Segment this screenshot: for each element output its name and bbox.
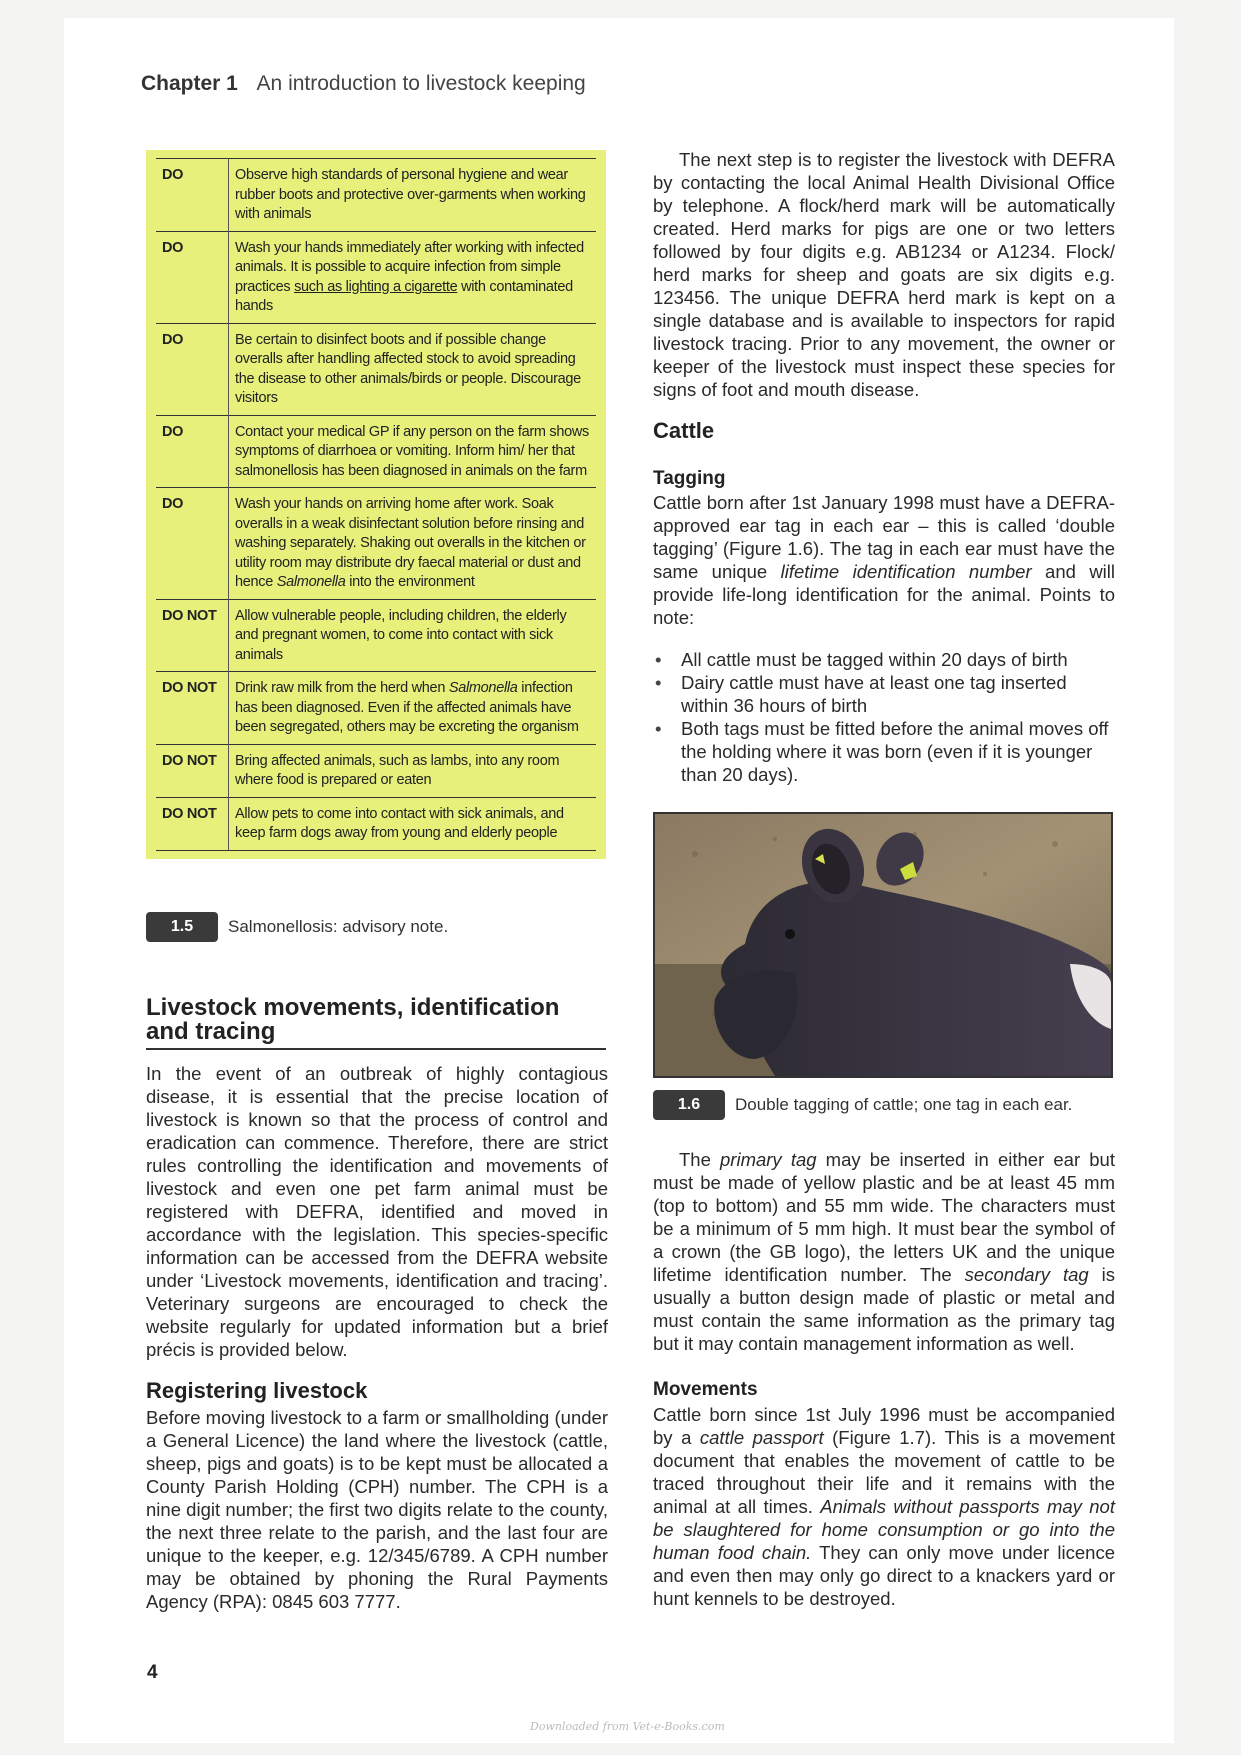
row-tag: DO bbox=[156, 159, 229, 232]
advisory-table bbox=[146, 150, 606, 859]
underlined-phrase: such as lighting a cigarette bbox=[294, 278, 458, 295]
registering-heading: Registering livestock bbox=[146, 1378, 368, 1403]
row-text: Allow vulnerable people, including children, the elderly and pregnant women, to come into contact with sick animals bbox=[229, 599, 597, 672]
row-tag: DO NOT bbox=[156, 672, 229, 745]
row-text: Drink raw milk from the herd when Salmonella infection has been diagnosed. Even if the affected animals have been segregated, others may be excreting the organism bbox=[229, 672, 597, 745]
cattle-heading: Cattle bbox=[653, 418, 715, 443]
row-tag: DO bbox=[156, 323, 229, 415]
caption-text: Double tagging of cattle; one tag in each ear. bbox=[735, 1095, 1073, 1114]
chapter-label: Chapter 1 bbox=[141, 72, 238, 95]
table-row bbox=[156, 159, 596, 232]
list-item: • Dairy cattle must have at least one tag inserted within 36 hours of birth bbox=[653, 671, 1115, 717]
table-row bbox=[156, 672, 596, 745]
heading-rule bbox=[146, 1048, 606, 1050]
table-row bbox=[156, 231, 596, 323]
intro-paragraph: In the event of an outbreak of highly contagious disease, it is essential that the precise location of livestock is known so that the process of control and eradication can commence. Therefore, there are strict rules controlling the identification and movements of livestock and even one pet farm animal must be registered with DEFRA, identified and moved in accordance with the legislation. This species-specific information can be accessed from the DEFRA website under ‘Livestock movements, identification and tracing’. Veterinary surgeons are encouraged to check the website regularly for updated information but a brief précis is provided below. bbox=[146, 1063, 608, 1360]
tagging-bullets bbox=[653, 648, 1115, 786]
row-text: Allow pets to come into contact with sick animals, and keep farm dogs away from young and elderly people bbox=[229, 797, 597, 850]
table-row bbox=[156, 797, 596, 850]
table-row bbox=[156, 415, 596, 488]
table-row bbox=[156, 599, 596, 672]
row-text: Wash your hands immediately after working with infected animals. It is possible to acquire infection from simple practices such as lighting a cigarette with contaminated hands bbox=[229, 231, 597, 323]
row-tag: DO NOT bbox=[156, 744, 229, 797]
row-tag: DO bbox=[156, 488, 229, 600]
next-step-paragraph: The next step is to register the livestock with DEFRA by contacting the local Animal Health Divisional Office by telephone. A flock/herd mark will be automatically created. Herd marks for pigs are one or two letters followed by four digits e.g. AB1234 or A1234. Flock/ herd marks for sheep and goats are six digits e.g. 123456. The unique DEFRA herd mark is kept on a single database and is available to inspectors for rapid livestock tracing. Prior to any movement, the owner or keeper of the livestock must inspect these species for signs of foot and mouth disease. bbox=[653, 149, 1115, 400]
row-text: Contact your medical GP if any person on the farm shows symptoms of diarrhoea or vomiting. Inform him/ her that salmonellosis has been diagnosed in animals on the farm bbox=[229, 415, 597, 488]
section-heading: Livestock movements, identification and tracing bbox=[146, 994, 560, 1045]
caption-number: 1.6 bbox=[653, 1090, 725, 1120]
caption-number: 1.5 bbox=[146, 912, 218, 942]
row-text: Observe high standards of personal hygiene and wear rubber boots and protective over-garments when working with animals bbox=[229, 159, 597, 232]
row-tag: DO NOT bbox=[156, 797, 229, 850]
cattle-illustration bbox=[655, 814, 1111, 1076]
row-text: Wash your hands on arriving home after work. Soak overalls in a weak disinfectant solution before rinsing and washing separately. Shaking out overalls in the kitchen or utility room may distribute dry faecal material or dust and hence Salmonella into the environment bbox=[229, 488, 597, 600]
tagging-paragraph: Cattle born after 1st January 1998 must have a DEFRA-approved ear tag in each ear – this is called ‘double tagging’ (Figure 1.6). The tag in each ear must have the same unique lifetime identification number and will provide life-long identification for the animal. Points to note: bbox=[653, 492, 1116, 628]
table-caption bbox=[146, 912, 448, 942]
figure-caption bbox=[653, 1090, 1072, 1120]
table-row bbox=[156, 323, 596, 415]
row-tag: DO bbox=[156, 231, 229, 323]
table-row bbox=[156, 744, 596, 797]
table-row bbox=[156, 488, 596, 600]
watermark: Downloaded from Vet-e-Books.com bbox=[530, 1720, 725, 1733]
caption-text: Salmonellosis: advisory note. bbox=[228, 917, 449, 936]
running-head bbox=[141, 72, 586, 96]
page-number: 4 bbox=[147, 1662, 158, 1683]
advisory-grid bbox=[156, 158, 596, 851]
row-text: Be certain to disinfect boots and if possible change overalls after handling affected stock to avoid spreading the disease to other animals/birds or people. Discourage visitors bbox=[229, 323, 597, 415]
chapter-title: An introduction to livestock keeping bbox=[256, 72, 586, 95]
row-tag: DO NOT bbox=[156, 599, 229, 672]
tagging-heading: Tagging bbox=[653, 468, 726, 489]
row-tag: DO bbox=[156, 415, 229, 488]
row-text: Bring affected animals, such as lambs, into any room where food is prepared or eaten bbox=[229, 744, 597, 797]
list-item: • All cattle must be tagged within 20 days of birth bbox=[653, 648, 1115, 671]
cattle-photo bbox=[653, 812, 1113, 1078]
movements-paragraph: Cattle born since 1st July 1996 must be accompanied by a cattle passport (Figure 1.7). This is a movement document that enables the movement of cattle to be traced throughout their life and it remains with the animal at all times. Animals without passports may not be slaughtered for home consumption or go into the human food chain. They can only move under licence and even then may only go direct to a knackers yard or hunt kennels to be destroyed. bbox=[653, 1404, 1115, 1609]
primary-tag-paragraph: The primary tag may be inserted in either ear but must be made of yellow plastic and be at least 45 mm (top to bottom) and 55 mm wide. The characters must be a minimum of 5 mm high. It must bear the symbol of a crown (the GB logo), the letters UK and the unique lifetime identification number. The secondary tag is usually a button design made of plastic or metal and must contain the same information as the primary tag but it may contain management information as well. bbox=[653, 1149, 1116, 1354]
registering-paragraph: Before moving livestock to a farm or smallholding (under a General Licence) the land where the livestock (cattle, sheep, pigs and goats) is to be kept must be allocated a County Parish Holding (CPH) number. The CPH is a nine digit number; the first two digits relate to the county, the next three relate to the parish, and the last four are unique to the keeper, e.g. 12/345/6789. A CPH number may be obtained by phoning the Rural Payments Agency (RPA): 0845 603 7777. bbox=[146, 1407, 608, 1612]
list-item: • Both tags must be fitted before the animal moves off the holding where it was born (even if it is younger than 20 days). bbox=[653, 717, 1115, 786]
movements-heading: Movements bbox=[653, 1379, 758, 1400]
